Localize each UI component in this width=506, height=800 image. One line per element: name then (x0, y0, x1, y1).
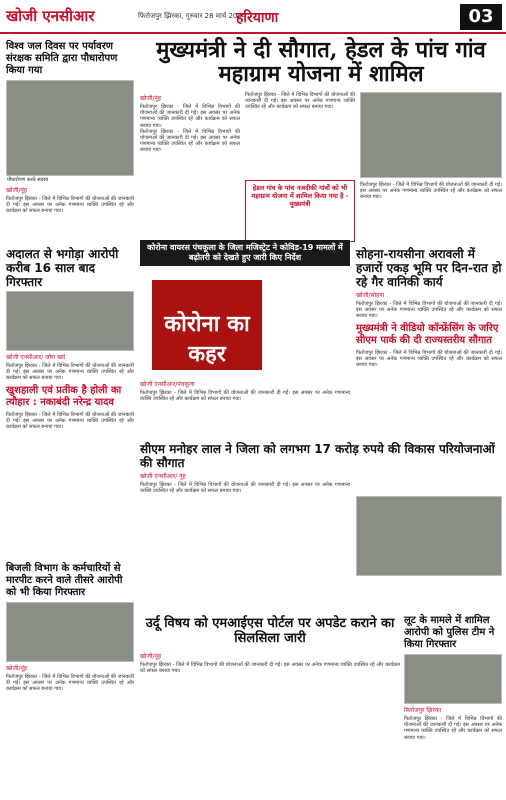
bottom-right-byline: फिरोजपुर झिरका (404, 707, 442, 714)
left-top-story (6, 38, 134, 215)
left-mid-photo (6, 291, 134, 351)
bottom-right-text: फिरोजपुर झिरका - जिले में विभिन्न विभागों की योजनाओं की जानकारी दी गई। इस अवसर पर अनेक गणमान्य व्यक्ति उपस्थित रहे और कार्यक्रम को सफल बनाया गया। (404, 716, 502, 741)
left-mid-story (6, 245, 134, 430)
covid-story (140, 378, 350, 402)
bottom-story (140, 650, 400, 674)
left-bottom-byline: खोजी/नूंह (6, 665, 28, 672)
cm-byline: खोजी एनसीआर/ नूंह (140, 473, 186, 480)
cm-photo (356, 496, 502, 576)
right-mid-subhead: मुख्यमंत्री ने वीडियो कॉन्फ्रेंसिंग के जरिए सीएम पार्क की दी राज्यस्तरीय सौगात (356, 322, 499, 346)
bottom-text: फिरोजपुर झिरका - जिले में विभिन्न विभागों की योजनाओं की जानकारी दी गई। इस अवसर पर अनेक गणमान्य व्यक्ति उपस्थित रहे और कार्यक्रम को सफल बनाया गया। (140, 662, 400, 675)
dateline: फिरोजपुर झिरका, गुरुवार 28 मार्च 2024 (138, 12, 247, 20)
cm-story (140, 440, 502, 494)
covid-banner: कोरोना वायरस पंचकूला के जिला मजिस्ट्रेट ने कोविड-19 मामलों में बढ़ोतरी को देखते हुए जारी किए निर्देश (140, 240, 350, 266)
left-mid-headline: अदालत से भगोड़ा आरोपी करीब 16 साल बाद गिरफ्तार (6, 247, 119, 289)
covid-text: फिरोजपुर झिरका - जिले में विभिन्न विभागों की योजनाओं की जानकारी दी गई। इस अवसर पर अनेक गणमान्य व्यक्ति उपस्थित रहे और कार्यक्रम को सफल बनाया गया। (140, 390, 350, 403)
lead-column-2 (245, 92, 355, 111)
lead-text-4: फिरोजपुर झिरका - जिले में विभिन्न विभागों की योजनाओं की जानकारी दी गई। इस अवसर पर अनेक गणमान्य व्यक्ति उपस्थित रहे और कार्यक्रम को सफल बनाया गया। (360, 182, 502, 201)
left-top-headline: विश्व जल दिवस पर पर्यावरण संरक्षक समिति द्वारा पौधारोपण किया गया (6, 41, 118, 76)
masthead: खोजी एनसीआर (6, 7, 95, 25)
lead-byline: खोजी/नूंह (140, 95, 162, 102)
right-mid-headline: सोहना-रायसीना अरावली में हजारों एकड़ भूमि पर दिन-रात हो रहे गैर वानिकी कार्य (356, 247, 502, 289)
left-mid-text: फिरोजपुर झिरका - जिले में विभिन्न विभागों की योजनाओं की जानकारी दी गई। इस अवसर पर अनेक गणमान्य व्यक्ति उपस्थित रहे और कार्यक्रम को सफल बनाया गया। (6, 363, 134, 382)
section-title: हरियाणा (236, 10, 279, 26)
lead-headline: मुख्यमंत्री ने दी सौगात, हेडल के पांच गांव महाग्राम योजना में शामिल (156, 37, 486, 87)
left-bottom-headline: बिजली विभाग के कर्मचारियों से मारपीट करने वाले तीसरे आरोपी को भी किया गिरफ्तार (6, 563, 123, 598)
lead-text-1: फिरोजपुर झिरका - जिले में विभिन्न विभागों की योजनाओं की जानकारी दी गई। इस अवसर पर अनेक गणमान्य व्यक्ति उपस्थित रहे और कार्यक्रम को सफल बनाया गया। (140, 104, 240, 129)
cm-headline: सीएम मनोहर लाल ने जिला को लगभग 17 करोड़ रुपये की विकास परियोजनाओं की सौगात (140, 442, 495, 470)
lead-column-1 (140, 92, 240, 154)
covid-byline: खोजी एनसीआर/पंचकूला (140, 381, 195, 388)
left-top-photo (6, 80, 134, 176)
left-bottom-story (6, 560, 134, 693)
bottom-right-story (404, 612, 502, 741)
lead-photo (360, 92, 502, 178)
bottom-byline: खोजी/नूंह (140, 653, 162, 660)
left-top-byline: खोजी/नूंह (6, 187, 28, 194)
left-mid-subhead: खुशहाली एवं प्रतीक है होली का त्यौहार : नकाबंदी नरेन्द्र यादव (6, 384, 122, 408)
left-top-caption: पौधारोपण करते सदस्य (7, 177, 49, 183)
lead-text-3: फिरोजपुर झिरका - जिले में विभिन्न विभागों की योजनाओं की जानकारी दी गई। इस अवसर पर अनेक गणमान्य व्यक्ति उपस्थित रहे और कार्यक्रम को सफल बनाया गया। (245, 92, 355, 111)
lead-text-2: फिरोजपुर झिरका - जिले में विभिन्न विभागों की योजनाओं की जानकारी दी गई। इस अवसर पर अनेक गणमान्य व्यक्ति उपस्थित रहे और कार्यक्रम को सफल बनाया गया। (140, 128, 240, 154)
bottom-right-headline: लूट के मामले में शामिल आरोपी को पुलिस टीम ने किया गिरफ्तार (404, 615, 495, 650)
right-mid-text: फिरोजपुर झिरका - जिले में विभिन्न विभागों की योजनाओं की जानकारी दी गई। इस अवसर पर अनेक गणमान्य व्यक्ति उपस्थित रहे और कार्यक्रम को सफल बनाया गया। (356, 301, 502, 320)
left-bottom-text: फिरोजपुर झिरका - जिले में विभिन्न विभागों की योजनाओं की जानकारी दी गई। इस अवसर पर अनेक गणमान्य व्यक्ति उपस्थित रहे और कार्यक्रम को सफल बनाया गया। (6, 674, 134, 693)
bottom-right-photo (404, 654, 502, 704)
covid-graphic (152, 280, 262, 370)
lead-quote: हेडल गांव के पांच नजदीकी गांवों को भी महाग्राम योजना में शामिल किया गया है - मुख्यमंत्री (245, 180, 355, 242)
left-bottom-photo (6, 602, 134, 662)
covid-graphic-title: कोरोना का कहर (164, 311, 250, 367)
page-number: 03 (460, 4, 502, 30)
bottom-headline: उर्दू विषय को एमआईएस पोर्टल पर अपडेट कराने का सिलसिला जारी (145, 616, 395, 646)
right-mid-text-2: फिरोजपुर झिरका - जिले में विभिन्न विभागों की योजनाओं की जानकारी दी गई। इस अवसर पर अनेक गणमान्य व्यक्ति उपस्थित रहे और कार्यक्रम को सफल बनाया गया। (356, 349, 502, 369)
page-header (0, 0, 506, 34)
cm-text: फिरोजपुर झिरका - जिले में विभिन्न विभागों की योजनाओं की जानकारी दी गई। इस अवसर पर अनेक गणमान्य व्यक्ति उपस्थित रहे और कार्यक्रम को सफल बनाया गया। (140, 482, 350, 495)
lead-column-3 (360, 92, 502, 201)
left-mid-text-2: फिरोजपुर झिरका - जिले में विभिन्न विभागों की योजनाओं की जानकारी दी गई। इस अवसर पर अनेक गणमान्य व्यक्ति उपस्थित रहे और कार्यक्रम को सफल बनाया गया। (6, 411, 134, 431)
right-mid-story (356, 245, 502, 368)
right-mid-byline: खोजी/सोहना (356, 292, 385, 299)
left-top-text: फिरोजपुर झिरका - जिले में विभिन्न विभागों की योजनाओं की जानकारी दी गई। इस अवसर पर अनेक गणमान्य व्यक्ति उपस्थित रहे और कार्यक्रम को सफल बनाया गया। (6, 196, 134, 215)
left-mid-byline: खोजी एनसीआर/ जोरा खर्द (6, 354, 66, 361)
